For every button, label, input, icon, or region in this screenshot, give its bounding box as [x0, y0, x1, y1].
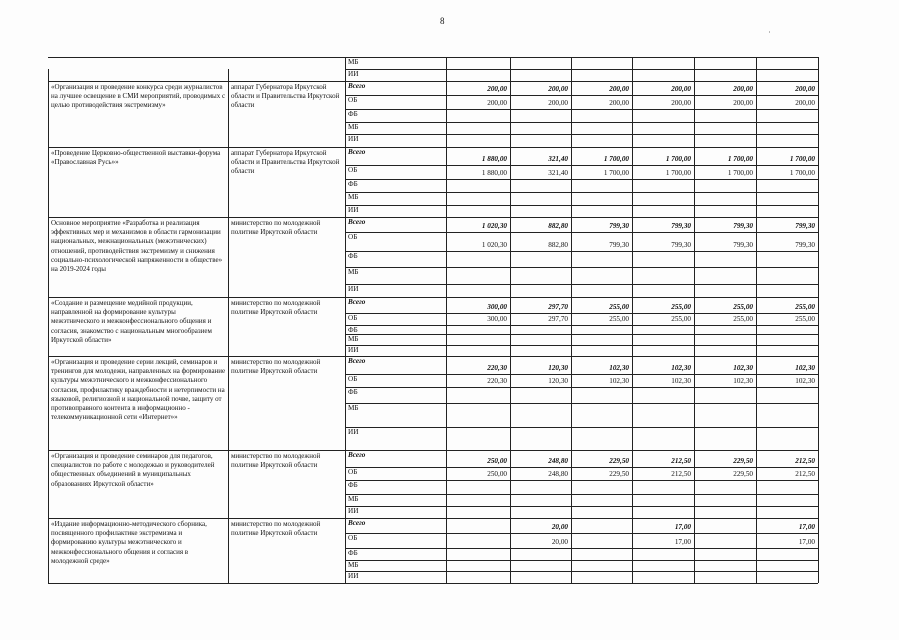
total-value: 255,00	[671, 303, 691, 311]
activity-name: «Организация и проведение конкурса среди журналистов на лучшее освещение в СМИ мероприятий, проводимых с целью противодействия экстремизму»	[51, 83, 226, 110]
source-label: ФБ	[348, 481, 358, 489]
source-label: Всего	[348, 218, 366, 226]
grid-line	[345, 548, 818, 549]
grid-line	[345, 494, 818, 495]
executor-name: министерство по молодежной политике Иркутской области	[231, 219, 321, 237]
grid-line	[345, 533, 818, 534]
total-value: 17,00	[674, 523, 691, 531]
grid-line	[345, 267, 818, 268]
grid-line	[510, 57, 511, 583]
source-label: Всего	[348, 148, 366, 156]
activity-name: «Издание информационно-методического сборника, посвященного профилактике экстремизма и формированию культуры межэтнического и межконфессионального общения и согласия в молодежной среде»	[51, 520, 207, 565]
source-label: ИИ	[348, 346, 359, 354]
grid-line	[345, 122, 818, 123]
ob-value: 200,00	[795, 99, 815, 107]
total-value: 799,30	[733, 222, 753, 230]
ob-value: 200,00	[609, 99, 629, 107]
grid-line	[48, 297, 818, 298]
grid-line	[48, 217, 818, 218]
grid-line	[818, 57, 819, 583]
executor-name: аппарат Губернатора Иркутской области и Правительства Иркутской области	[231, 83, 340, 110]
source-label: МБ	[348, 404, 359, 412]
ob-value: 200,00	[671, 99, 691, 107]
ob-value: 200,00	[733, 99, 753, 107]
source-label: ОБ	[348, 166, 358, 174]
source-label: Всего	[348, 82, 366, 90]
total-value: 321,40	[548, 155, 568, 163]
ob-value: 882,80	[548, 241, 568, 249]
total-value: 1 880,00	[481, 155, 507, 163]
total-value: 200,00	[548, 85, 568, 93]
ob-value: 17,00	[674, 538, 691, 546]
ob-value: 200,00	[487, 99, 507, 107]
total-value: 1 700,00	[727, 155, 753, 163]
grid-line	[345, 571, 818, 572]
total-value: 255,00	[733, 303, 753, 311]
ob-value: 321,40	[548, 169, 568, 177]
ob-value: 20,00	[551, 538, 568, 546]
ob-value: 229,50	[733, 470, 753, 478]
grid-line	[345, 345, 818, 346]
source-label: ИИ	[348, 572, 359, 580]
source-label: ФБ	[348, 110, 358, 118]
ob-value: 799,30	[671, 241, 691, 249]
ob-value: 255,00	[671, 315, 691, 323]
ob-value: 200,00	[548, 99, 568, 107]
grid-line	[345, 57, 346, 583]
total-value: 297,70	[548, 303, 568, 311]
ob-value: 1 020,30	[481, 241, 507, 249]
ob-value: 297,70	[548, 315, 568, 323]
total-value: 200,00	[609, 85, 629, 93]
source-label: ФБ	[348, 180, 358, 188]
executor-name: министерство по молодежной политике Иркутской области	[231, 358, 321, 376]
source-label: ОБ	[348, 468, 358, 476]
grid-line	[345, 334, 818, 335]
source-label: ИИ	[348, 70, 359, 78]
total-value: 229,50	[609, 457, 629, 465]
total-value: 212,50	[795, 457, 815, 465]
total-value: 220,30	[487, 364, 507, 372]
total-value: 250,00	[487, 457, 507, 465]
grid-line	[345, 325, 818, 326]
total-value: 1 700,00	[789, 155, 815, 163]
grid-line	[228, 69, 229, 583]
ob-value: 212,50	[671, 470, 691, 478]
source-label: Всего	[348, 519, 366, 527]
ob-value: 102,30	[795, 377, 815, 385]
ob-value: 799,30	[609, 241, 629, 249]
ob-value: 799,30	[795, 241, 815, 249]
source-label: ИИ	[348, 206, 359, 214]
source-label: ФБ	[348, 388, 358, 396]
total-value: 102,30	[671, 364, 691, 372]
grid-line	[345, 403, 818, 404]
source-label: МБ	[348, 123, 359, 131]
total-value: 120,30	[548, 364, 568, 372]
ob-value: 799,30	[733, 241, 753, 249]
source-label: ОБ	[348, 314, 358, 322]
total-value: 1 700,00	[603, 155, 629, 163]
source-label: МБ	[348, 561, 359, 569]
grid-line	[48, 57, 818, 58]
activity-name: «Организация и проведение серии лекций, семинаров и тренингов для молодежи, направленных на формирование культуры межэтнического и межконфессионального согласия, профилактику враждебности и нетерпимости на языковой, религиозной и национальной почве, защиту от противоправного контента в информационно - телекоммуникационной сети «Интернет»»	[51, 358, 226, 422]
grid-line	[345, 232, 818, 233]
activity-name: «Организация и проведение семинаров для педагогов, специалистов по работе с молодежью и руководителей общественных объединений в муниципальных образованиях Иркутской области»	[51, 452, 215, 488]
source-label: Всего	[348, 298, 366, 306]
executor-name: аппарат Губернатора Иркутской области и Правительства Иркутской области	[231, 149, 340, 176]
source-label: ИИ	[348, 507, 359, 515]
source-label: МБ	[348, 495, 359, 503]
total-value: 255,00	[609, 303, 629, 311]
total-value: 300,00	[487, 303, 507, 311]
total-value: 799,30	[609, 222, 629, 230]
grid-line	[345, 251, 818, 252]
ob-value: 300,00	[487, 315, 507, 323]
grid-line	[345, 374, 818, 375]
source-label: МБ	[348, 193, 359, 201]
total-value: 200,00	[733, 85, 753, 93]
total-value: 1 700,00	[665, 155, 691, 163]
source-label: ИИ	[348, 285, 359, 293]
grid-line	[48, 583, 818, 584]
source-label: МБ	[348, 58, 359, 66]
source-label: Всего	[348, 357, 366, 365]
source-label: ОБ	[348, 233, 358, 241]
grid-line	[632, 57, 633, 583]
total-value: 102,30	[795, 364, 815, 372]
grid-line	[345, 506, 818, 507]
ob-value: 212,50	[795, 470, 815, 478]
grid-line	[345, 95, 818, 96]
ob-value: 120,30	[548, 377, 568, 385]
ob-value: 1 700,00	[789, 169, 815, 177]
total-value: 102,30	[733, 364, 753, 372]
grid-line	[756, 57, 757, 583]
ob-value: 255,00	[733, 315, 753, 323]
grid-line	[345, 387, 818, 388]
source-label: ОБ	[348, 96, 358, 104]
grid-line	[48, 450, 818, 451]
ob-value: 1 700,00	[665, 169, 691, 177]
activity-name: «Проведение Церковно-общественной выставки-форума «Православная Русь»»	[51, 149, 221, 167]
activity-name: «Создание и размещение медийной продукции, направленной на формирование культуры межэтнического и межконфессионального общения и согласия, знакомство с национальным многообразием Иркутской области»	[51, 299, 212, 344]
source-label: ОБ	[348, 375, 358, 383]
executor-name: министерство по молодежной политике Иркутской области	[231, 520, 321, 538]
grid-line	[345, 480, 818, 481]
ob-value: 229,50	[609, 470, 629, 478]
ob-value: 102,30	[733, 377, 753, 385]
ob-value: 1 700,00	[603, 169, 629, 177]
grid-line	[345, 192, 818, 193]
total-value: 212,50	[671, 457, 691, 465]
total-value: 200,00	[487, 85, 507, 93]
ob-value: 102,30	[609, 377, 629, 385]
source-label: МБ	[348, 268, 359, 276]
grid-line	[48, 69, 49, 583]
ob-value: 1 880,00	[481, 169, 507, 177]
grid-line	[345, 179, 818, 180]
grid-line	[345, 467, 818, 468]
ob-value: 1 700,00	[727, 169, 753, 177]
total-value: 248,80	[548, 457, 568, 465]
grid-line	[345, 560, 818, 561]
grid-line	[345, 313, 818, 314]
grid-line	[345, 109, 818, 110]
grid-line	[694, 57, 695, 583]
grid-line	[48, 81, 818, 82]
grid-line	[345, 134, 818, 135]
page-number: 8	[440, 16, 445, 26]
grid-line	[345, 205, 818, 206]
source-label: ИИ	[348, 428, 359, 436]
source-label: ФБ	[348, 252, 358, 260]
grid-line	[446, 57, 447, 583]
total-value: 20,00	[551, 523, 568, 531]
ob-value: 102,30	[671, 377, 691, 385]
total-value: 102,30	[609, 364, 629, 372]
total-value: 17,00	[798, 523, 815, 531]
total-value: 229,50	[733, 457, 753, 465]
executor-name: министерство по молодежной политике Иркутской области	[231, 299, 321, 317]
ob-value: 220,30	[487, 377, 507, 385]
activity-name: Основное мероприятие «Разработка и реализация эффективных мер и механизмов в области гармонизации национальных, межнациональных (межэтнических) отношений, противодействия экстремизму и снижения социально-психологической напряженности в обществе» на 2019-2024 годы	[51, 219, 223, 274]
total-value: 799,30	[671, 222, 691, 230]
grid-line	[48, 356, 818, 357]
source-label: МБ	[348, 335, 359, 343]
total-value: 200,00	[795, 85, 815, 93]
total-value: 200,00	[671, 85, 691, 93]
ob-value: 255,00	[609, 315, 629, 323]
ob-value: 250,00	[487, 470, 507, 478]
ob-value: 255,00	[795, 315, 815, 323]
source-label: ИИ	[348, 135, 359, 143]
scan-mark: ʿ	[768, 30, 771, 40]
source-label: ОБ	[348, 534, 358, 542]
total-value: 799,30	[795, 222, 815, 230]
grid-line	[48, 147, 818, 148]
ob-value: 248,80	[548, 470, 568, 478]
total-value: 882,80	[548, 222, 568, 230]
grid-line	[571, 57, 572, 583]
source-label: ФБ	[348, 549, 358, 557]
grid-line	[48, 518, 818, 519]
executor-name: министерство по молодежной политике Иркутской области	[231, 452, 321, 470]
grid-line	[345, 69, 818, 70]
source-label: Всего	[348, 451, 366, 459]
grid-line	[345, 284, 818, 285]
ob-value: 17,00	[798, 538, 815, 546]
total-value: 1 020,30	[481, 222, 507, 230]
source-label: ФБ	[348, 326, 358, 334]
grid-line	[345, 165, 818, 166]
grid-line	[345, 427, 818, 428]
total-value: 255,00	[795, 303, 815, 311]
